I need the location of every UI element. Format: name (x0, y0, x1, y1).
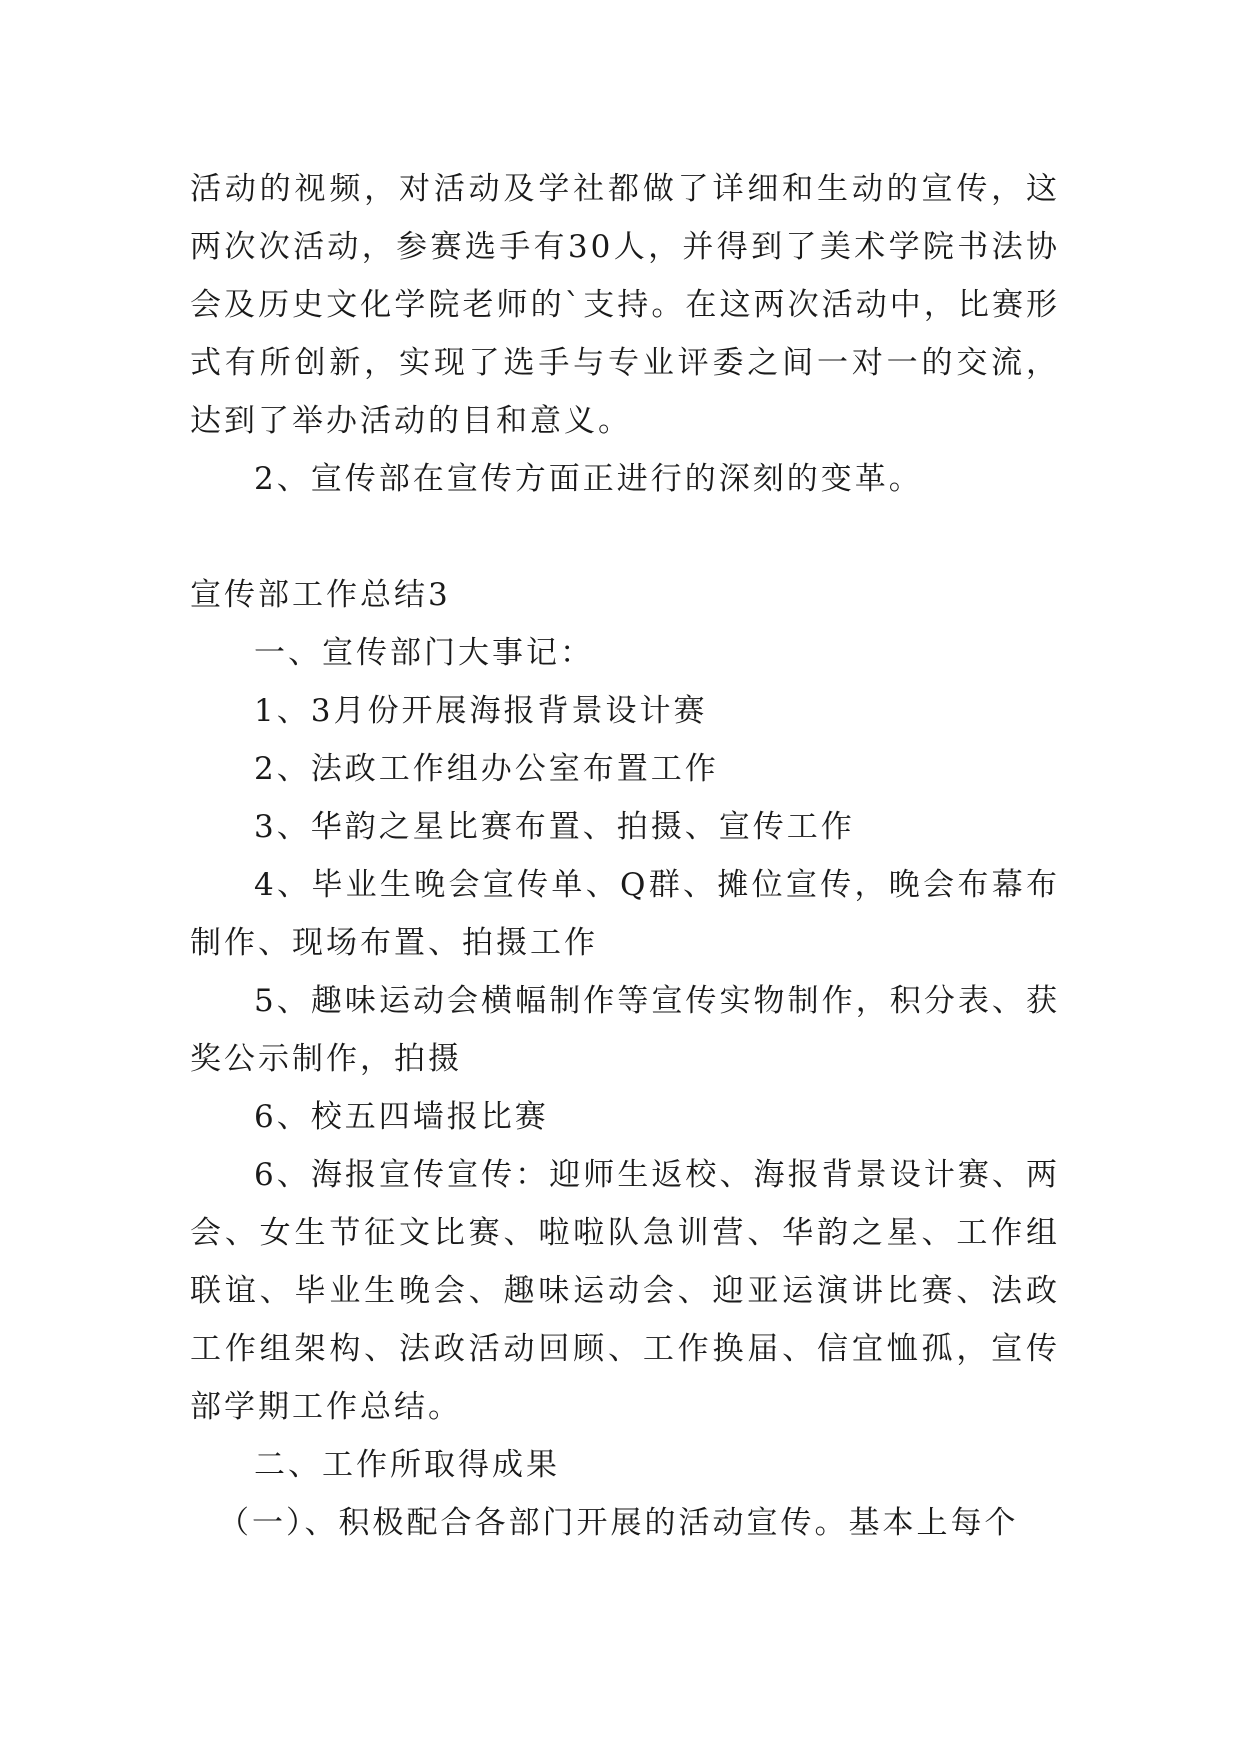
event-item-2: 2、法政工作组办公室布置工作 (254, 751, 719, 787)
event-item-7: 6、海报宣传宣传：迎师生返校、海报背景设计赛、两会、女生节征文比赛、啦啦队急训营、华韵之星、工作组联谊、毕业生晚会、趣味运动会、迎亚运演讲比赛、法政工作组架构、法政活动回顾、工作换届、信宜恤孤，宣传部学期工作总结。 (190, 1157, 1060, 1425)
section-spacer (190, 508, 1060, 566)
event-item-1: 1、3月份开展海报背景设计赛 (254, 693, 708, 729)
section-title: 宣传部工作总结3 (190, 577, 451, 613)
event-item-4: 4、毕业生晚会宣传单、Q群、摊位宣传，晚会布幕布制作、现场布置、拍摄工作 (190, 867, 1060, 961)
event-item-6: 6、校五四墙报比赛 (254, 1099, 549, 1135)
paragraph-activity-summary: 活动的视频，对活动及学社都做了详细和生动的宣传，这两次次活动，参赛选手有30人，并得到了美术学院书法协会及历史文化学院老师的`支持。在这两次活动中，比赛形式有所创新，实现了选手与专业评委之间一对一的交流，达到了举办活动的目和意义。 (190, 171, 1060, 439)
document-body (190, 160, 1060, 1552)
event-item-5: 5、趣味运动会横幅制作等宣传实物制作，积分表、获奖公示制作，拍摄 (190, 983, 1060, 1077)
event-item-3: 3、华韵之星比赛布置、拍摄、宣传工作 (254, 809, 855, 845)
heading-achievements: 二、工作所取得成果 (254, 1447, 560, 1483)
list-item-reform: 2、宣传部在宣传方面正进行的深刻的变革。 (254, 461, 923, 497)
heading-major-events: 一、宣传部门大事记： (254, 635, 594, 671)
subsection-1: （一）、积极配合各部门开展的活动宣传。基本上每个 (218, 1505, 1019, 1541)
